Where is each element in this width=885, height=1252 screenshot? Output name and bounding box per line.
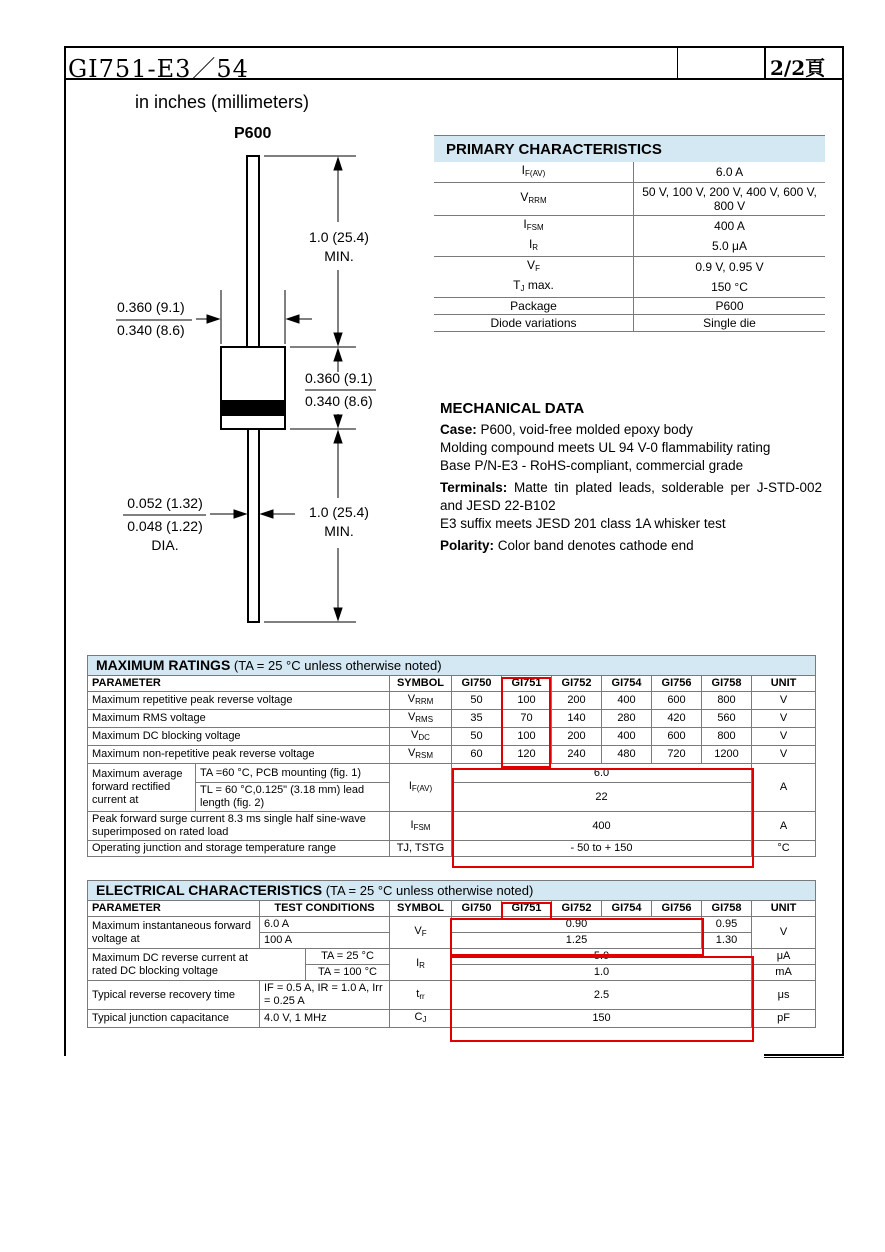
cell: 480 — [602, 746, 652, 764]
lead-diameter-dimension — [124, 494, 206, 555]
cell: 6.0 — [452, 764, 752, 783]
col-header: GI754 — [602, 901, 652, 917]
col-header: GI752 — [552, 901, 602, 917]
bottom-lead-length — [307, 503, 371, 541]
cell: 280 — [602, 710, 652, 728]
condition: TL = 60 °C,0.125" (3.18 mm) lead length (fig. 2) — [196, 783, 390, 812]
bottom-lead — [248, 429, 259, 622]
col-header: GI754 — [602, 676, 652, 692]
condition: 6.0 A — [260, 917, 390, 933]
cell: 800 — [702, 692, 752, 710]
header-row — [88, 676, 816, 692]
sym-sub: J — [422, 1015, 427, 1024]
cell: 60 — [452, 746, 502, 764]
unit: pF — [752, 1010, 816, 1028]
title: MAXIMUM RATINGS — [96, 657, 231, 673]
unit: V — [752, 746, 816, 764]
table-row — [88, 692, 816, 710]
unit: μA — [752, 949, 816, 965]
sym: I — [410, 818, 414, 831]
body-length-dimension — [305, 369, 373, 411]
unit: V — [752, 728, 816, 746]
sym: t — [416, 987, 420, 1000]
sym: I — [416, 957, 420, 969]
param: Operating junction and storage temperature range — [88, 841, 390, 857]
sym-sub: R — [532, 243, 539, 252]
primary-title: PRIMARY CHARACTERISTICS — [434, 136, 825, 163]
value: 150 °C — [634, 277, 826, 298]
param: Maximum instantaneous forward voltage at — [88, 917, 260, 949]
top-lead — [247, 156, 259, 347]
col-header: GI756 — [652, 901, 702, 917]
mech-label: Polarity: — [440, 538, 495, 553]
condition: TA =60 °C, PCB mounting (fig. 1) — [196, 764, 390, 783]
param: Maximum non-repetitive peak reverse voltage — [88, 746, 390, 764]
col-header: PARAMETER — [88, 901, 260, 917]
sym-sub: DC — [418, 733, 430, 742]
title: ELECTRICAL CHARACTERISTICS — [96, 882, 323, 898]
cell: 1.25 — [452, 933, 702, 949]
cell: 120 — [502, 746, 552, 764]
cell: 2.5 — [452, 981, 752, 1010]
value: 50 V, 100 V, 200 V, 400 V, 600 V, 800 V — [634, 183, 826, 216]
sym-sub: FSM — [526, 223, 544, 232]
dim-min: 0.048 (1.22) — [127, 518, 203, 534]
cell: 0.95 — [702, 917, 752, 933]
package-label: P600 — [234, 125, 272, 142]
cell: 240 — [552, 746, 602, 764]
diode-body — [221, 347, 285, 429]
unit: V — [752, 710, 816, 728]
param: Typical junction capacitance — [88, 1010, 260, 1028]
param: Maximum RMS voltage — [88, 710, 390, 728]
dim-value: 1.0 (25.4) — [309, 229, 369, 245]
sym: I — [521, 163, 526, 177]
table-row — [434, 216, 825, 237]
value: P600 — [634, 298, 826, 315]
cell: 400 — [602, 728, 652, 746]
sym: V — [414, 925, 422, 937]
sym-sub: RSM — [415, 751, 434, 760]
cell: 150 — [452, 1010, 752, 1028]
page-number: 2/2頁 — [770, 56, 826, 80]
sym: V — [407, 693, 416, 705]
sym: V — [520, 190, 529, 204]
sym-sub: R — [419, 961, 425, 970]
value: 5.0 μA — [634, 236, 826, 257]
value: 0.9 V, 0.95 V — [695, 260, 764, 274]
cell: 560 — [702, 710, 752, 728]
col-header: GI758 — [702, 901, 752, 917]
sym-sub: RMS — [415, 715, 434, 724]
cell: 200 — [552, 692, 602, 710]
condition: 4.0 V, 1 MHz — [260, 1010, 390, 1028]
cell: 140 — [552, 710, 602, 728]
table-row — [434, 236, 825, 257]
cell: 1200 — [702, 746, 752, 764]
body-width-dimension — [117, 298, 185, 340]
sym-sub: F — [535, 264, 540, 273]
dim-max: 0.052 (1.32) — [127, 495, 203, 511]
top-lead-length — [307, 228, 371, 266]
blank-cell — [260, 949, 306, 981]
param: Typical reverse recovery time — [88, 981, 260, 1010]
condition: TA = 100 °C — [306, 965, 390, 981]
col-header: GI750 — [452, 676, 502, 692]
table-row — [434, 183, 825, 216]
mechanical-data — [440, 400, 822, 559]
sym-sub: F(AV) — [525, 169, 546, 178]
cathode-band — [221, 400, 285, 416]
cell: 35 — [452, 710, 502, 728]
col-header: TEST CONDITIONS — [260, 901, 390, 917]
sym: TJ, TSTG — [390, 841, 452, 857]
highlight-ratings-values — [452, 768, 754, 868]
cell: 200 — [552, 728, 602, 746]
sym-sub: RRM — [415, 697, 434, 706]
condition: TA = 25 °C — [306, 949, 390, 965]
sym: I — [408, 780, 412, 792]
mech-text: P600, void-free molded epoxy body — [476, 422, 693, 437]
param: Maximum DC blocking voltage — [88, 728, 390, 746]
highlight-electrical-values — [450, 956, 754, 1042]
cell: 1.30 — [702, 933, 752, 949]
header-row — [88, 901, 816, 917]
sym: V — [407, 711, 416, 723]
cell: 22 — [452, 783, 752, 812]
col-header: UNIT — [752, 676, 816, 692]
unit: mA — [752, 965, 816, 981]
cell: 5.0 — [452, 949, 752, 965]
value: 400 A — [714, 219, 745, 233]
dim-min: 0.340 (8.6) — [305, 393, 373, 409]
mech-text: Color band denotes cathode end — [494, 538, 694, 553]
cell: 100 — [502, 728, 552, 746]
col-header: SYMBOL — [390, 676, 452, 692]
cell: 400 — [452, 812, 752, 841]
sym: V — [527, 258, 536, 272]
title-note: (TA = 25 °C unless otherwise noted) — [322, 883, 534, 898]
col-header: PARAMETER — [88, 676, 390, 692]
cell: 50 — [452, 692, 502, 710]
cell: 50 — [452, 728, 502, 746]
label: Diode variations — [434, 315, 634, 332]
cell: 0.90 — [452, 917, 702, 933]
mech-label: Terminals: — [440, 480, 508, 495]
param: Peak forward surge current 8.3 ms single half sine-wave superimposed on rated load — [88, 812, 390, 841]
mech-polarity — [440, 537, 822, 555]
unit: V — [752, 692, 816, 710]
col-header: UNIT — [752, 901, 816, 917]
sym-sub: rr — [419, 991, 425, 1001]
label: Package — [434, 298, 634, 315]
document-title: GI751-E3／54 — [68, 55, 249, 83]
sym-sub: F(AV) — [411, 784, 433, 793]
cell: 70 — [502, 710, 552, 728]
mech-label: Case: — [440, 422, 477, 437]
table-row — [434, 257, 825, 278]
sym-sub: FSM — [413, 822, 431, 832]
dim-min: 0.340 (8.6) — [117, 322, 185, 338]
col-header: GI751 — [502, 676, 552, 692]
mech-case — [440, 421, 822, 475]
sym-suffix: max. — [524, 278, 554, 292]
col-header: SYMBOL — [390, 901, 452, 917]
col-header: GI758 — [702, 676, 752, 692]
table-row — [434, 315, 825, 332]
cell: 1.0 — [452, 965, 752, 981]
dim-max: 0.360 (9.1) — [117, 299, 185, 315]
param: Maximum repetitive peak reverse voltage — [88, 692, 390, 710]
sym: V — [407, 747, 416, 759]
max-ratings-title — [88, 656, 816, 676]
sym-sub: F — [421, 929, 427, 938]
col-header: GI752 — [552, 676, 602, 692]
condition: 100 A — [260, 933, 390, 949]
cell: 600 — [652, 692, 702, 710]
value: Single die — [634, 315, 826, 332]
mech-text: Matte tin plated leads, solderable per J-STD-002 and JESD 22-B102 — [440, 480, 822, 513]
dim-value: 1.0 (25.4) — [309, 504, 369, 520]
sym: I — [528, 237, 533, 251]
dim-value: MIN. — [324, 523, 354, 539]
cell: - 50 to + 150 — [452, 841, 752, 857]
unit: A — [752, 812, 816, 841]
cell: 420 — [652, 710, 702, 728]
units-note: in inches (millimeters) — [135, 92, 310, 112]
table-row — [434, 298, 825, 315]
title-note: (TA = 25 °C unless otherwise noted) — [230, 658, 442, 673]
col-header: GI756 — [652, 676, 702, 692]
table-row — [434, 162, 825, 183]
cell: 720 — [652, 746, 702, 764]
unit: °C — [752, 841, 816, 857]
condition: IF = 0.5 A, IR = 1.0 A, Irr = 0.25 A — [260, 981, 390, 1010]
unit: V — [752, 917, 816, 949]
sym: I — [523, 217, 527, 231]
value: 6.0 A — [634, 162, 826, 183]
table-row — [88, 728, 816, 746]
unit: A — [752, 764, 816, 812]
mechanical-title: MECHANICAL DATA — [440, 400, 585, 417]
cell: 800 — [702, 728, 752, 746]
dim-max: 0.360 (9.1) — [305, 370, 373, 386]
highlight-gi751-column — [501, 677, 551, 768]
mech-text: Base P/N-E3 - RoHS-compliant, commercial grade — [440, 458, 744, 473]
sym: V — [411, 729, 419, 741]
mech-text: Molding compound meets UL 94 V-0 flammability rating — [440, 440, 771, 455]
table-row — [434, 277, 825, 298]
col-header: GI751 — [502, 901, 552, 917]
cell: 600 — [652, 728, 702, 746]
dim-value: MIN. — [324, 248, 354, 264]
table-row — [88, 710, 816, 728]
mech-terminals — [440, 479, 822, 533]
sym: T — [513, 278, 521, 292]
sym-sub: RRM — [528, 196, 547, 205]
sym: C — [414, 1011, 423, 1023]
sym-sub: J — [520, 284, 525, 293]
dim-note: DIA. — [151, 537, 179, 553]
primary-characteristics-table — [434, 135, 825, 332]
unit: μs — [752, 981, 816, 1010]
col-header: GI750 — [452, 901, 502, 917]
mech-text: E3 suffix meets JESD 201 class 1A whisker test — [440, 516, 726, 531]
cell: 400 — [602, 692, 652, 710]
table-row — [88, 746, 816, 764]
highlight-forward-voltage — [450, 918, 704, 956]
param: Maximum average forward rectified current at — [88, 764, 196, 812]
electrical-title — [88, 881, 816, 901]
cell: 100 — [502, 692, 552, 710]
param: Maximum DC reverse current at rated DC blocking voltage — [88, 949, 260, 981]
